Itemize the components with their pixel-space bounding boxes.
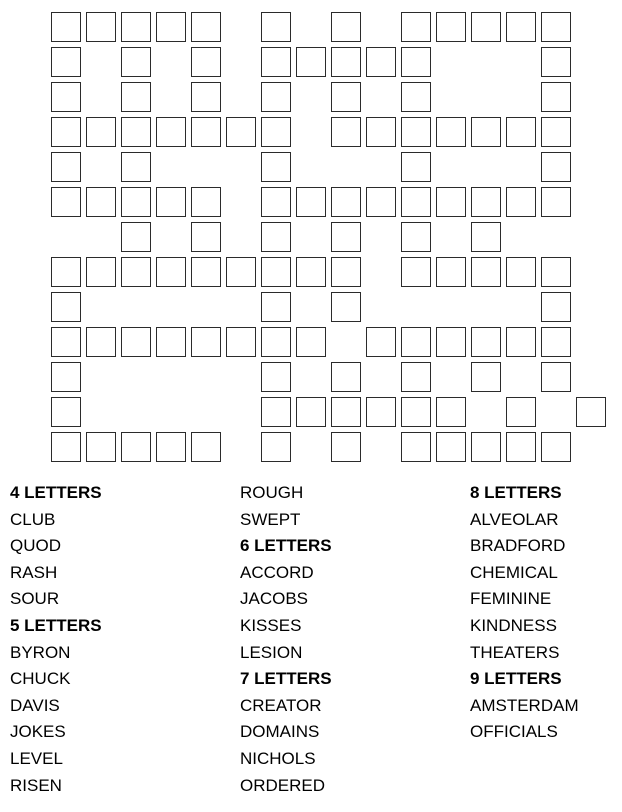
word-item: CLUB	[10, 509, 56, 529]
grid-cell[interactable]	[51, 257, 81, 287]
word-list	[0, 480, 622, 810]
word-item: JACOBS	[240, 589, 309, 609]
grid-cell[interactable]	[51, 187, 81, 217]
grid-cell[interactable]	[541, 362, 571, 392]
grid-cell[interactable]	[261, 362, 291, 392]
word-item: SOUR	[10, 589, 60, 609]
word-item: ORDERED	[240, 775, 326, 795]
word-length-header: 6 LETTERS	[240, 536, 332, 556]
grid-cell[interactable]	[191, 117, 221, 147]
grid-cell[interactable]	[331, 82, 361, 112]
grid-cell[interactable]	[121, 257, 151, 287]
grid-cell[interactable]	[331, 362, 361, 392]
word-item: JOKES	[10, 722, 66, 742]
grid-cell[interactable]	[541, 12, 571, 42]
grid-cell[interactable]	[401, 187, 431, 217]
grid-cell[interactable]	[51, 432, 81, 462]
grid-cell[interactable]	[86, 187, 116, 217]
grid-cell[interactable]	[331, 432, 361, 462]
word-item: KINDNESS	[470, 615, 557, 635]
word-item: AMSTERDAM	[470, 695, 579, 715]
grid-cell[interactable]	[366, 47, 396, 77]
grid-cell[interactable]	[471, 187, 501, 217]
grid-cell[interactable]	[576, 397, 606, 427]
word-item: LEVEL	[10, 748, 63, 768]
grid-cell[interactable]	[261, 187, 291, 217]
grid-cell[interactable]	[261, 222, 291, 252]
grid-cell[interactable]	[261, 117, 291, 147]
word-item: LESION	[240, 642, 303, 662]
grid-cell[interactable]	[51, 152, 81, 182]
word-length-header: 8 LETTERS	[470, 483, 562, 502]
grid-cell[interactable]	[331, 47, 361, 77]
grid-cell[interactable]	[436, 432, 466, 462]
grid-cell[interactable]	[296, 327, 326, 357]
grid-cell[interactable]	[401, 12, 431, 42]
word-item: CHEMICAL	[470, 562, 558, 582]
word-item: THEATERS	[470, 642, 560, 662]
word-length-header: 4 LETTERS	[10, 483, 102, 502]
grid-cell[interactable]	[191, 327, 221, 357]
grid-cell[interactable]	[331, 222, 361, 252]
grid-cell[interactable]	[261, 82, 291, 112]
grid-cell[interactable]	[331, 12, 361, 42]
word-item: BRADFORD	[470, 536, 566, 556]
word-item: RASH	[10, 562, 58, 582]
grid-cell[interactable]	[121, 82, 151, 112]
grid-cell[interactable]	[331, 397, 361, 427]
grid-cell[interactable]	[121, 432, 151, 462]
grid-cell[interactable]	[261, 12, 291, 42]
grid-cell[interactable]	[156, 432, 186, 462]
grid-cell[interactable]	[261, 327, 291, 357]
grid-cell[interactable]	[296, 257, 326, 287]
grid-cell[interactable]	[156, 327, 186, 357]
grid-cell[interactable]	[506, 117, 536, 147]
grid-cell[interactable]	[366, 397, 396, 427]
grid-cell[interactable]	[436, 117, 466, 147]
grid-cell[interactable]	[506, 257, 536, 287]
grid-cell[interactable]	[506, 327, 536, 357]
grid-cell[interactable]	[331, 257, 361, 287]
word-item: ROUGH	[240, 483, 304, 502]
grid-cell[interactable]	[471, 432, 501, 462]
grid-cell[interactable]	[506, 12, 536, 42]
grid-cell[interactable]	[86, 257, 116, 287]
grid-cell[interactable]	[471, 362, 501, 392]
grid-cell[interactable]	[51, 82, 81, 112]
grid-cell[interactable]	[541, 432, 571, 462]
grid-cell[interactable]	[471, 117, 501, 147]
grid-cell[interactable]	[471, 12, 501, 42]
grid-cell[interactable]	[471, 257, 501, 287]
grid-cell[interactable]	[331, 187, 361, 217]
grid-cell[interactable]	[261, 257, 291, 287]
word-item: DOMAINS	[240, 722, 320, 742]
grid-cell[interactable]	[366, 327, 396, 357]
grid-cell[interactable]	[506, 187, 536, 217]
grid-cell[interactable]	[436, 187, 466, 217]
grid-cell[interactable]	[156, 117, 186, 147]
grid-cell[interactable]	[51, 362, 81, 392]
grid-cell[interactable]	[471, 327, 501, 357]
grid-cell[interactable]	[121, 12, 151, 42]
grid-cell[interactable]	[436, 12, 466, 42]
grid-cell[interactable]	[121, 187, 151, 217]
grid-cell[interactable]	[51, 327, 81, 357]
grid-cell[interactable]	[51, 292, 81, 322]
grid-cell[interactable]	[331, 292, 361, 322]
grid-cell[interactable]	[366, 187, 396, 217]
grid-cell[interactable]	[296, 187, 326, 217]
grid-cell[interactable]	[191, 257, 221, 287]
word-item: OFFICIALS	[470, 722, 558, 742]
word-item: FEMININE	[470, 589, 552, 609]
grid-cell[interactable]	[156, 257, 186, 287]
grid-cell[interactable]	[226, 117, 256, 147]
grid-cell[interactable]	[261, 432, 291, 462]
grid-cell[interactable]	[51, 12, 81, 42]
word-item: SWEPT	[240, 509, 301, 529]
word-item: RISEN	[10, 775, 62, 795]
grid-cell[interactable]	[191, 187, 221, 217]
grid-cell[interactable]	[226, 257, 256, 287]
grid-cell[interactable]	[156, 12, 186, 42]
grid-cell[interactable]	[191, 47, 221, 77]
grid-cell[interactable]	[436, 397, 466, 427]
word-item: NICHOLS	[240, 748, 316, 768]
grid-cell[interactable]	[121, 327, 151, 357]
grid-cell[interactable]	[261, 292, 291, 322]
grid-cell[interactable]	[401, 222, 431, 252]
grid-cell[interactable]	[121, 152, 151, 182]
grid-cell[interactable]	[86, 432, 116, 462]
grid-cell[interactable]	[401, 117, 431, 147]
grid-cell[interactable]	[401, 397, 431, 427]
word-item: ALVEOLAR	[470, 509, 559, 529]
grid-cell[interactable]	[261, 152, 291, 182]
word-length-header: 9 LETTERS	[470, 669, 562, 689]
grid-cell[interactable]	[121, 47, 151, 77]
grid-cell[interactable]	[401, 47, 431, 77]
grid-cell[interactable]	[401, 362, 431, 392]
word-list-column-3	[470, 480, 579, 746]
grid-cell[interactable]	[541, 257, 571, 287]
word-item: CREATOR	[240, 695, 322, 715]
word-item: DAVIS	[10, 695, 60, 715]
grid-cell[interactable]	[156, 187, 186, 217]
grid-cell[interactable]	[51, 397, 81, 427]
grid-cell[interactable]	[541, 117, 571, 147]
grid-cell[interactable]	[541, 187, 571, 217]
grid-cell[interactable]	[191, 82, 221, 112]
grid-cell[interactable]	[226, 327, 256, 357]
word-item: CHUCK	[10, 669, 71, 689]
grid-cell[interactable]	[541, 82, 571, 112]
grid-cell[interactable]	[401, 152, 431, 182]
word-item: BYRON	[10, 642, 71, 662]
grid-cell[interactable]	[366, 117, 396, 147]
grid-cell[interactable]	[541, 152, 571, 182]
grid-cell[interactable]	[261, 397, 291, 427]
grid-cell[interactable]	[191, 222, 221, 252]
grid-cell[interactable]	[401, 82, 431, 112]
word-item: KISSES	[240, 615, 302, 635]
grid-cell[interactable]	[191, 432, 221, 462]
grid-cell[interactable]	[296, 47, 326, 77]
grid-cell[interactable]	[86, 12, 116, 42]
word-length-header: 7 LETTERS	[240, 669, 332, 689]
word-item: ACCORD	[240, 562, 314, 582]
word-length-header: 5 LETTERS	[10, 615, 102, 635]
grid-cell[interactable]	[506, 432, 536, 462]
grid-cell[interactable]	[191, 12, 221, 42]
grid-cell[interactable]	[506, 397, 536, 427]
grid-cell[interactable]	[296, 397, 326, 427]
word-list-column-1	[10, 480, 102, 799]
grid-cell[interactable]	[436, 257, 466, 287]
grid-cell[interactable]	[51, 47, 81, 77]
grid-cell[interactable]	[51, 117, 81, 147]
grid-cell[interactable]	[541, 292, 571, 322]
grid-cell[interactable]	[86, 117, 116, 147]
word-list-column-2	[240, 480, 332, 799]
grid-cell[interactable]	[331, 117, 361, 147]
grid-cell[interactable]	[86, 327, 116, 357]
grid-cell[interactable]	[471, 222, 501, 252]
grid-cell[interactable]	[261, 47, 291, 77]
grid-cell[interactable]	[541, 47, 571, 77]
word-item: QUOD	[10, 536, 61, 556]
grid-cell[interactable]	[121, 117, 151, 147]
grid-cell[interactable]	[541, 327, 571, 357]
grid-cell[interactable]	[401, 432, 431, 462]
grid-cell[interactable]	[121, 222, 151, 252]
grid-cell[interactable]	[436, 327, 466, 357]
grid-cell[interactable]	[401, 327, 431, 357]
grid-cell[interactable]	[401, 257, 431, 287]
